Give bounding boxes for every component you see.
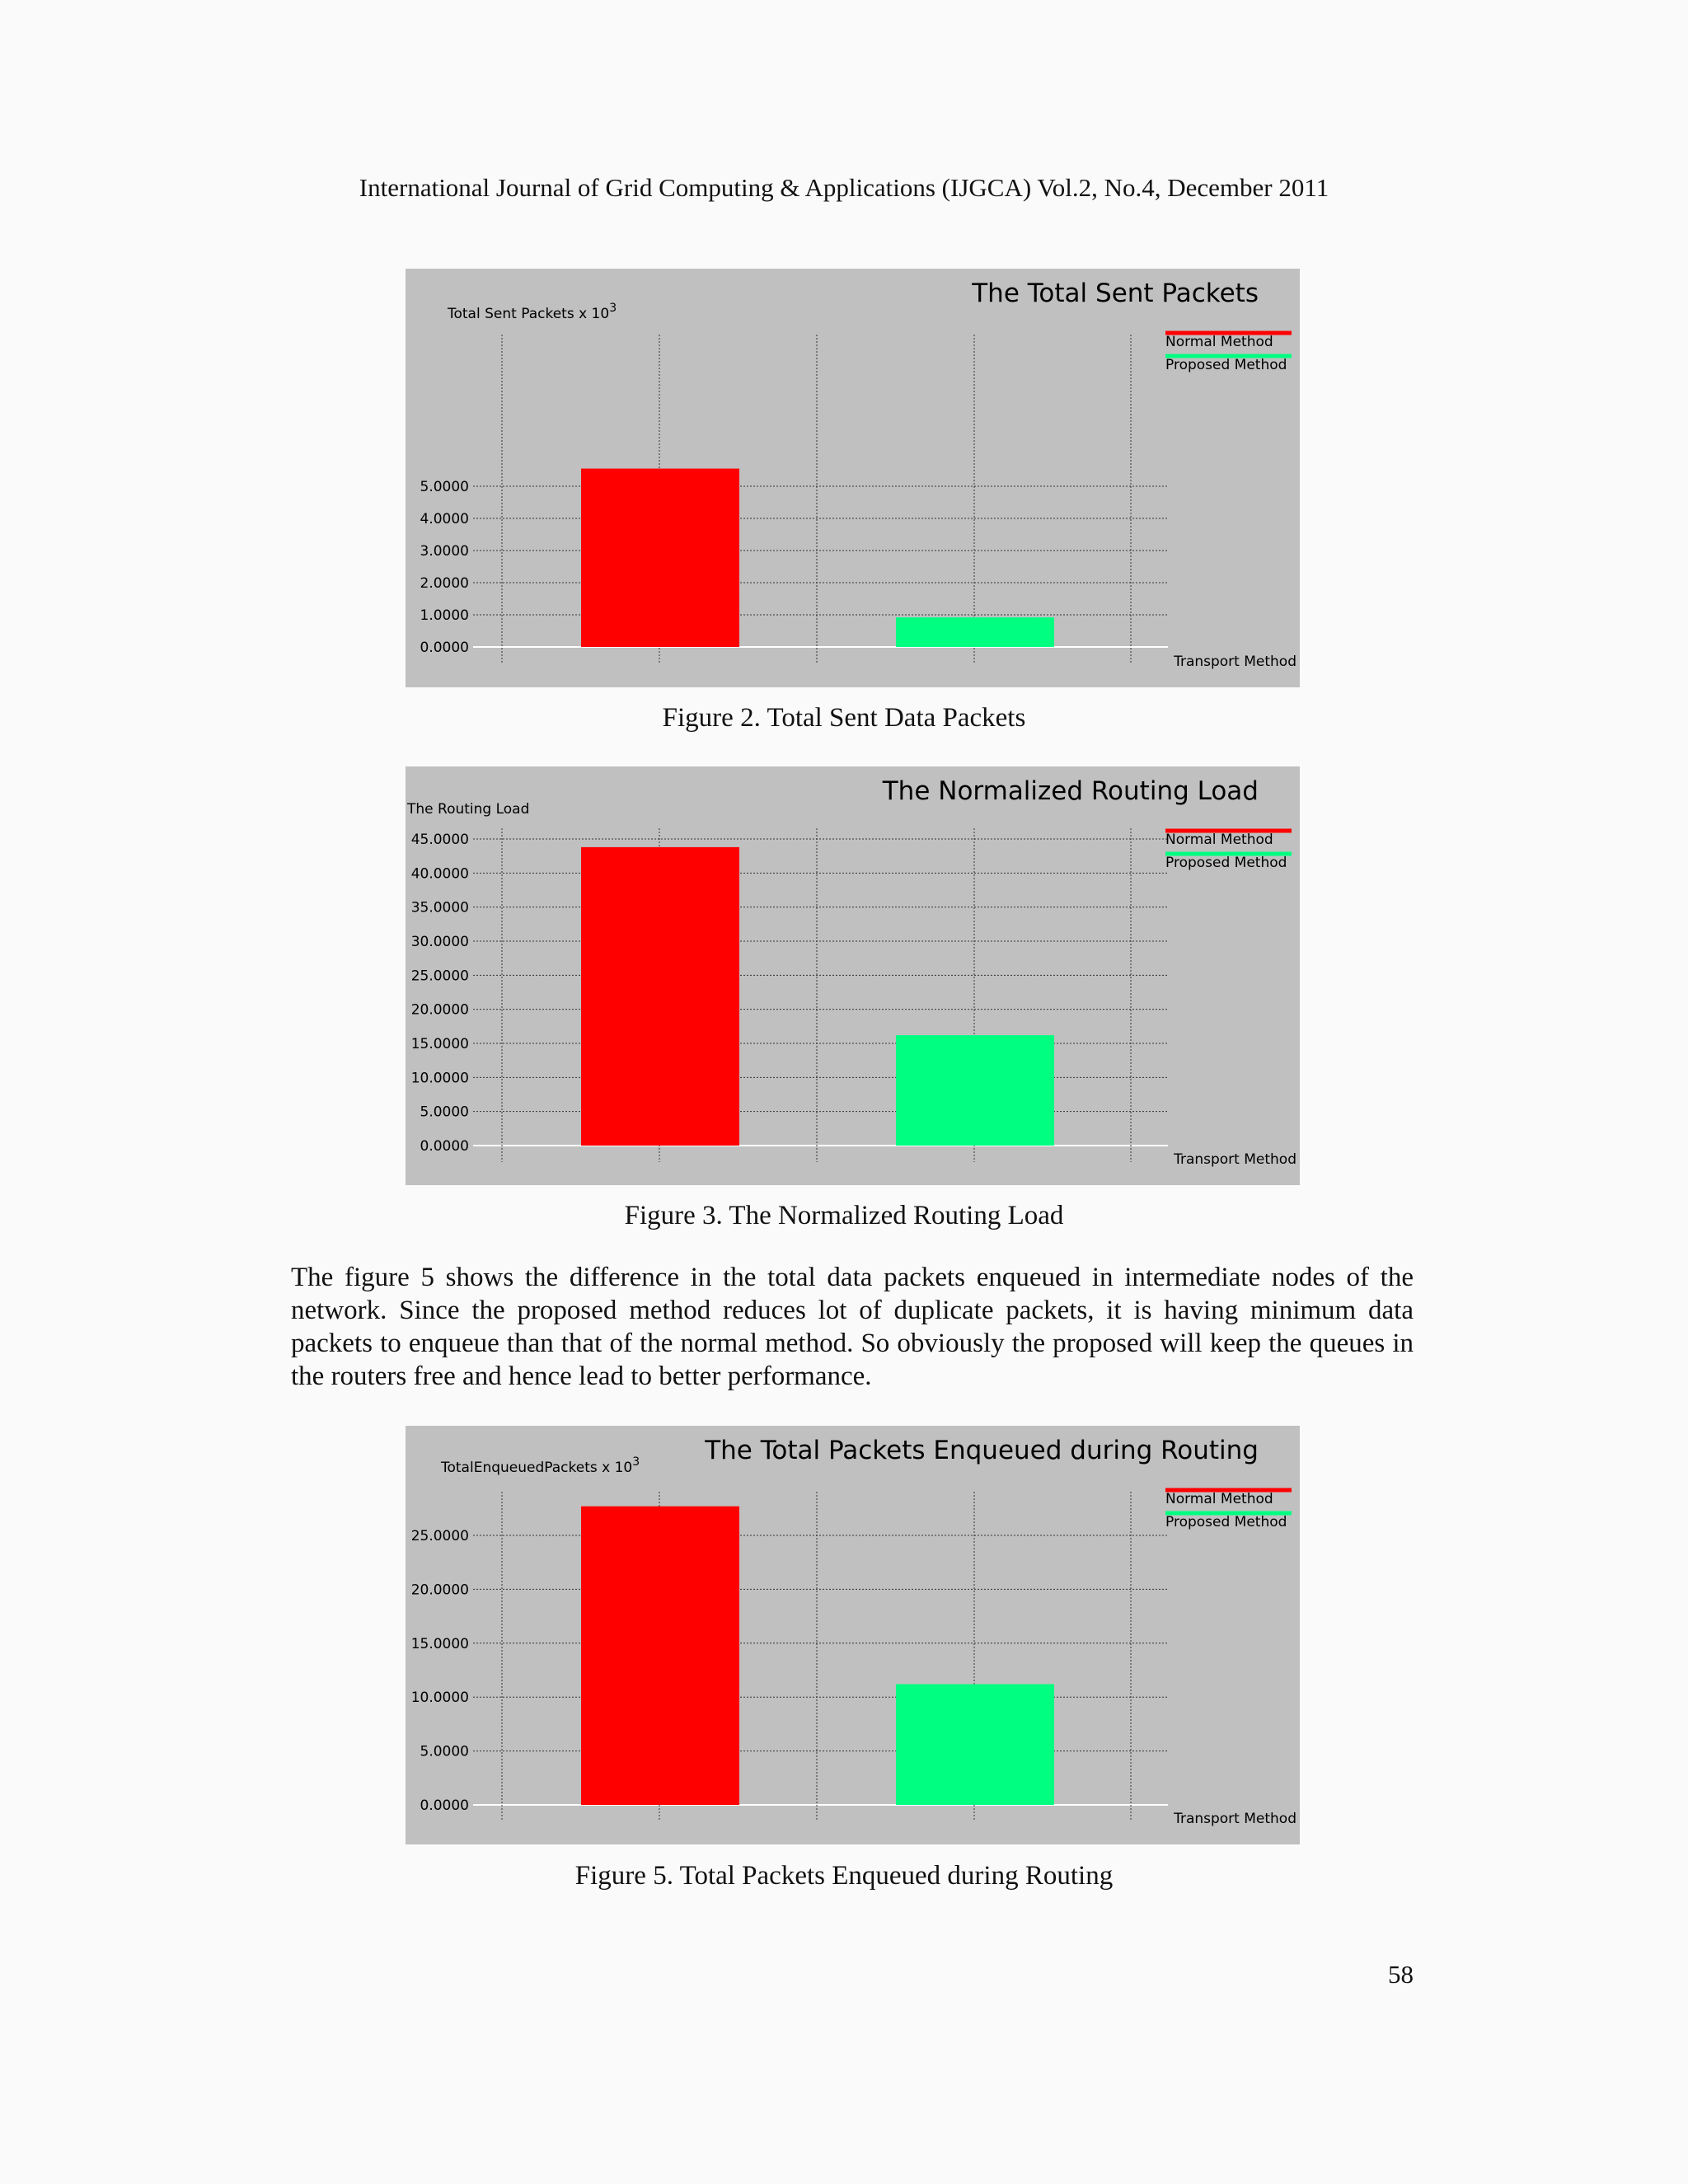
y-tick-label: 20.0000 (410, 1582, 469, 1599)
y-tick-label: 40.0000 (410, 865, 469, 883)
journal-header: International Journal of Grid Computing & Applications (IJGCA) Vol.2, No.4, December 2011 (359, 173, 1329, 202)
chart-title: The Total Packets Enqueued during Routing (705, 1436, 1259, 1465)
y-tick-label: 0.0000 (420, 640, 469, 656)
y-tick-label: 15.0000 (410, 1036, 469, 1052)
bar-proposed-method (896, 1035, 1054, 1146)
y-tick-label: 15.0000 (410, 1635, 469, 1652)
bar-proposed-method (896, 1685, 1054, 1805)
bar-proposed-method (896, 617, 1054, 647)
chart-svg (406, 269, 1300, 687)
legend-label: Normal Method (1165, 832, 1273, 848)
chart-svg (406, 1426, 1300, 1844)
y-tick-label: 3.0000 (420, 543, 469, 560)
y-tick-label: 20.0000 (410, 1001, 469, 1019)
bar-normal-method (581, 1507, 739, 1805)
legend-label: Proposed Method (1165, 1514, 1287, 1530)
x-axis-label: Transport Method (1174, 1151, 1296, 1168)
chart-title: The Normalized Routing Load (882, 776, 1259, 806)
y-tick-label: 0.0000 (420, 1797, 469, 1814)
x-axis-label: Transport Method (1174, 654, 1296, 670)
figure-caption: Figure 5. Total Packets Enqueued during Routing (574, 1861, 1114, 1891)
y-tick-label: 10.0000 (410, 1070, 469, 1087)
y-tick-label: 5.0000 (420, 1743, 469, 1760)
bar-normal-method (581, 847, 739, 1146)
figure-caption: Figure 3. The Normalized Routing Load (624, 1201, 1064, 1230)
y-tick-label: 25.0000 (410, 968, 469, 985)
legend-label: Normal Method (1165, 1491, 1273, 1507)
chart-title: The Total Sent Packets (972, 279, 1259, 308)
y-tick-label: 30.0000 (410, 934, 469, 950)
chart-total-packets-enqueued (406, 1426, 1300, 1844)
figure-caption: Figure 2. Total Sent Data Packets (662, 703, 1026, 733)
chart-normalized-routing-load (406, 766, 1300, 1185)
legend-label: Normal Method (1165, 334, 1273, 350)
y-axis-label: Total Sent Packets x $10^3$ (448, 302, 617, 322)
y-tick-label: 1.0000 (420, 607, 469, 624)
y-tick-label: 45.0000 (410, 832, 469, 848)
y-tick-label: 2.0000 (420, 575, 469, 592)
y-tick-label: 5.0000 (420, 479, 469, 495)
y-axis-label: TotalEnqueuedPackets x $10^3$ (441, 1455, 640, 1476)
legend-label: Proposed Method (1165, 855, 1287, 871)
y-tick-label: 10.0000 (410, 1690, 469, 1707)
y-tick-label: 35.0000 (410, 899, 469, 916)
chart-svg (406, 766, 1300, 1185)
chart-total-sent-packets (406, 269, 1300, 687)
body-paragraph: The figure 5 shows the difference in the total data packets enqueued in intermediate nodes of the network. Since the proposed method reduces lot of duplicate packets, it is having minimum data packets to enqueue than that of the normal method. So obviously the proposed will keep the queues in the routers free and hence lead to better performance. (291, 1263, 1414, 1391)
page-number: 58 (1388, 1960, 1414, 1989)
bar-normal-method (581, 469, 739, 647)
y-tick-label: 4.0000 (420, 511, 469, 527)
x-axis-label: Transport Method (1174, 1811, 1296, 1827)
y-tick-label: 25.0000 (410, 1528, 469, 1544)
y-axis-label: The Routing Load (407, 801, 530, 818)
y-tick-label: 5.0000 (420, 1104, 469, 1121)
legend-label: Proposed Method (1165, 357, 1287, 373)
y-tick-label: 0.0000 (420, 1138, 469, 1155)
